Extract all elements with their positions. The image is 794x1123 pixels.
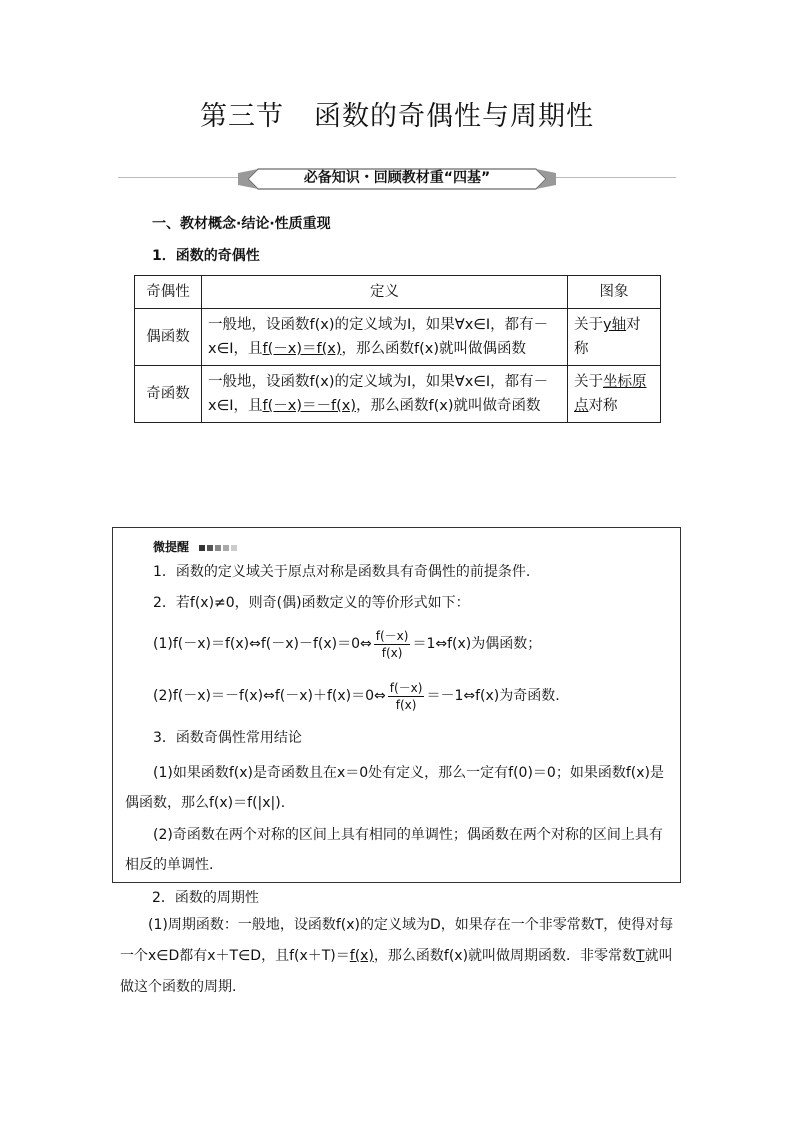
section1-heading: 一、教材概念·结论·性质重现 [152, 216, 331, 232]
period-text-c: 就叫做这个函数的周期. [120, 948, 673, 995]
formula1-fraction [374, 628, 411, 661]
tip-dot [207, 545, 213, 551]
even-graph-answer: y轴 [603, 317, 627, 333]
period-text-b: ，那么函数f(x)就叫做周期函数．非零常数 [373, 948, 637, 964]
tip-line-2: 2．若f(x)≠0，则奇(偶)函数定义的等价形式如下： [153, 595, 470, 611]
table-row-odd [135, 366, 661, 423]
subheading-periodicity: 2．函数的周期性 [152, 890, 259, 906]
header-graph: 图象 [568, 276, 661, 309]
odd-name: 奇函数 [135, 366, 202, 423]
formula2-denominator: f(x) [395, 697, 417, 712]
table-header-row [135, 276, 661, 309]
tip-dots-icon [199, 540, 239, 554]
formula1-left: (1)f(－x)＝f(x)⇔f(－x)－f(x)＝0⇔ [153, 636, 372, 652]
even-def-answer: f(－x)＝f(x) [262, 341, 342, 357]
tip-dot [199, 545, 205, 551]
odd-graph-a: 关于 [574, 374, 603, 390]
periodicity-paragraph [120, 910, 680, 1003]
even-graph-b: 对称 [574, 317, 641, 357]
formula2-fraction [388, 680, 425, 713]
odd-def-a: 一般地，设函数f(x)的定义域为I，如果∀x∈I，都有－x∈I，且 [208, 374, 549, 414]
tip-paragraph-2: (2)奇函数在两个对称的区间上具有相同的单调性；偶函数在两个对称的区间上具有相反的单调性. [125, 827, 663, 873]
tip-formula-1 [153, 624, 541, 664]
tip-box [112, 527, 681, 883]
title-part2: 函数的奇偶性与周期性 [314, 101, 594, 132]
header-definition: 定义 [202, 276, 568, 309]
even-name: 偶函数 [135, 309, 202, 366]
even-def-a: 一般地，设函数f(x)的定义域为I，如果∀x∈I，都有－x∈I，且 [208, 317, 549, 357]
tip-title-text: 微提醒 [153, 540, 190, 554]
period-text-a: (1)周期函数：一般地，设函数f(x)的定义域为D，如果存在一个非零常数T，使得对每一个x∈D都有x＋T∈D，且f(x＋T)＝ [120, 917, 674, 964]
title-part1: 第三节 [200, 101, 284, 132]
formula1-numerator: f(－x) [375, 628, 409, 643]
parity-table [134, 275, 661, 423]
even-definition [202, 309, 568, 366]
period-answer-1: f(x) [349, 948, 374, 964]
even-graph [568, 309, 661, 366]
page-title [0, 94, 794, 133]
tip-dot [231, 545, 237, 551]
even-graph-a: 关于 [574, 317, 603, 333]
tip-formula-2 [153, 676, 560, 716]
tip-paragraph-1: (1)如果函数f(x)是奇函数且在x＝0处有定义，那么一定有f(0)＝0；如果函数f(x)是偶函数，那么f(x)＝f(|x|). [125, 765, 664, 811]
odd-def-b: ，那么函数f(x)就叫做奇函数 [356, 398, 541, 414]
section-banner [118, 165, 676, 193]
banner-text: 必备知识・回顾教材重“四基” [303, 170, 491, 186]
tip-line-1: 1．函数的定义域关于原点对称是函数具有奇偶性的前提条件. [153, 564, 531, 580]
tip-title [153, 538, 239, 555]
formula2-right: ＝－1⇔f(x)为奇函数. [426, 688, 560, 704]
odd-graph-b: 对称 [588, 398, 618, 414]
formula2-numerator: f(－x) [389, 680, 423, 695]
formula1-denominator: f(x) [381, 645, 403, 660]
header-parity: 奇偶性 [135, 276, 202, 309]
odd-definition [202, 366, 568, 423]
formula1-right: ＝1⇔f(x)为偶函数； [412, 636, 542, 652]
formula2-left: (2)f(－x)＝－f(x)⇔f(－x)＋f(x)＝0⇔ [153, 688, 386, 704]
odd-graph-answer: 坐标原点 [574, 374, 647, 414]
even-def-b: ，那么函数f(x)就叫做偶函数 [341, 341, 526, 357]
tip-dot [223, 545, 229, 551]
subheading-parity: 1．函数的奇偶性 [152, 248, 260, 264]
odd-graph [568, 366, 661, 423]
period-answer-2: T [636, 948, 645, 964]
table-row-even [135, 309, 661, 366]
tip-line-3: 3．函数奇偶性常用结论 [153, 730, 302, 746]
tip-dot [215, 545, 221, 551]
odd-def-answer: f(－x)＝－f(x) [262, 398, 356, 414]
